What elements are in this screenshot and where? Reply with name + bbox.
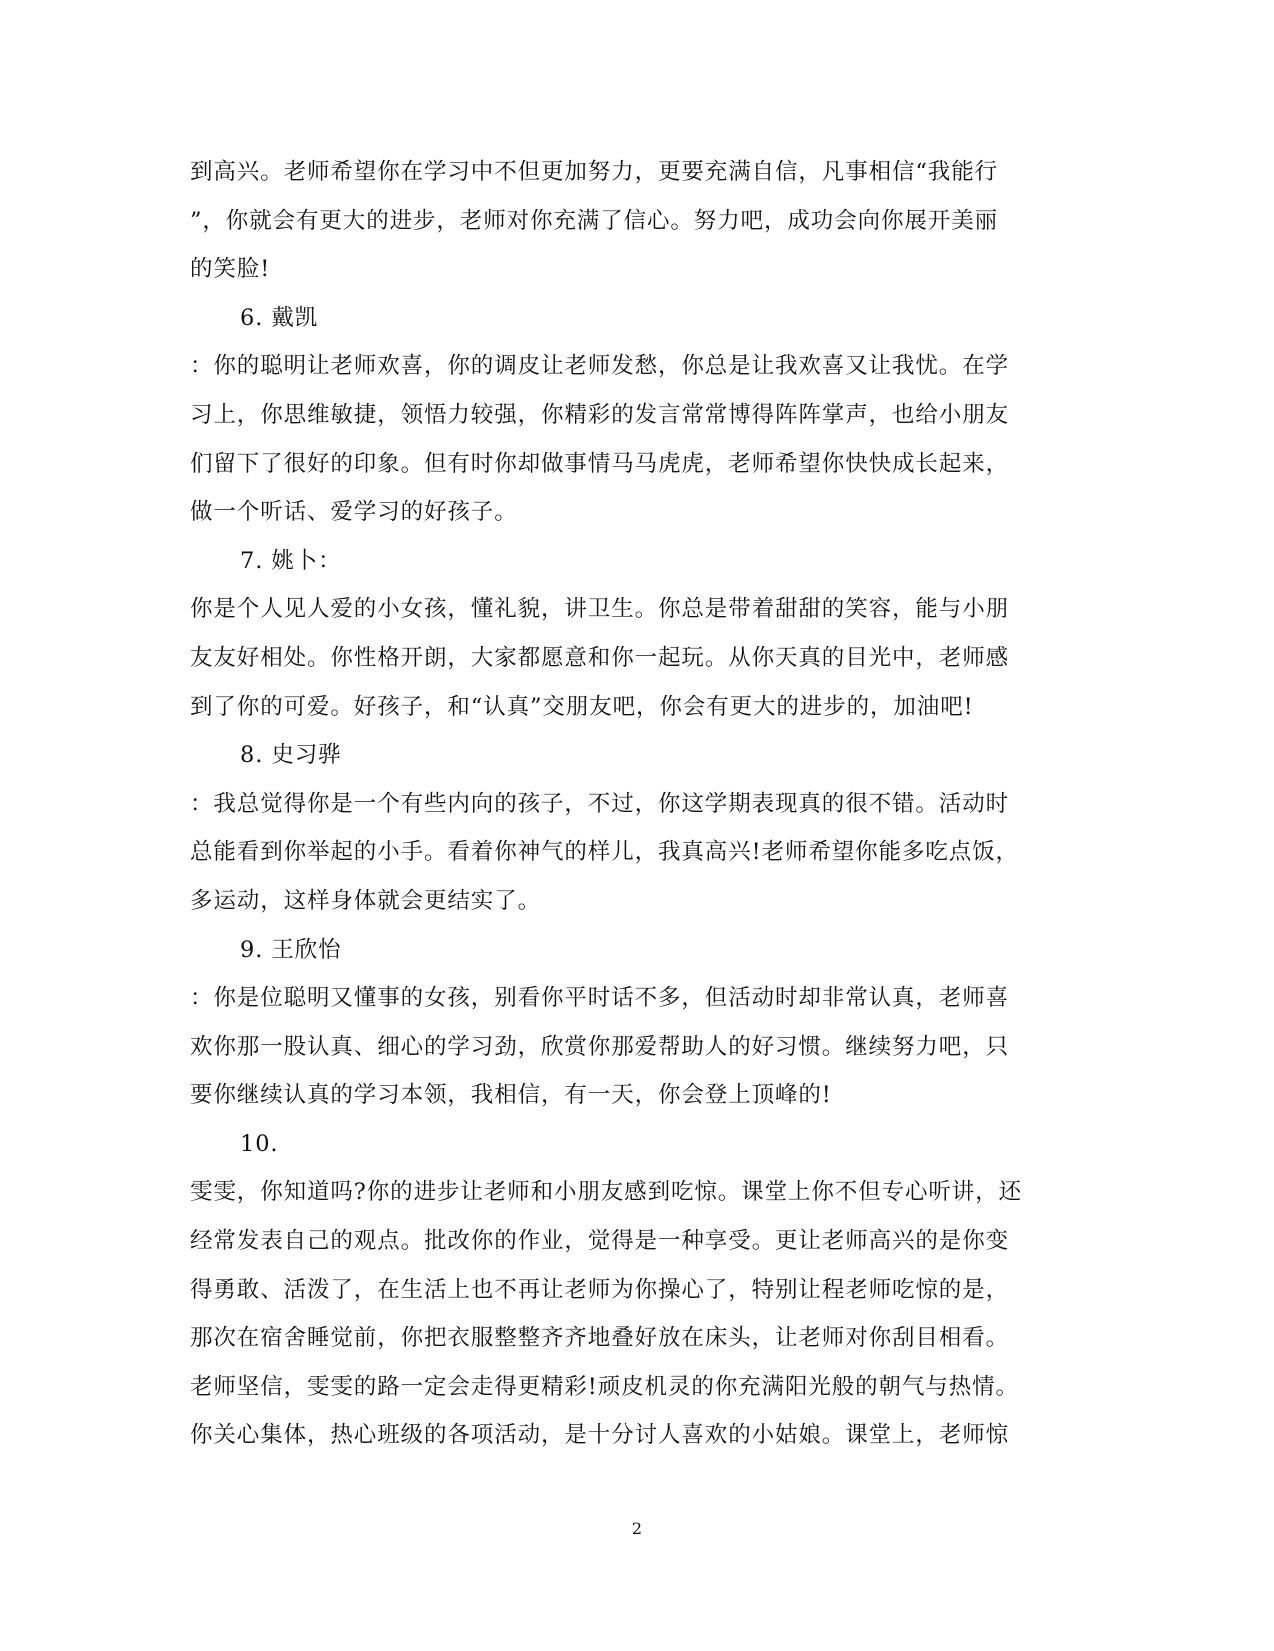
page-number: 2 — [631, 1519, 643, 1538]
body-text-line: 友友好相处。你性格开朗，大家都愿意和你一起玩。从你天真的目光中，老师感 — [190, 644, 1010, 671]
body-text-line: 你关心集体，热心班级的各项活动，是十分讨人喜欢的小姑娘。课堂上，老师惊 — [190, 1422, 1010, 1449]
body-text-line: ：你是位聪明又懂事的女孩，别看你平时话不多，但活动时却非常认真，老师喜 — [190, 985, 1010, 1012]
body-text-line: 得勇敢、活泼了，在生活上也不再让老师为你操心了，特别让程老师吃惊的是， — [190, 1276, 1010, 1303]
body-text-line: ：我总觉得你是一个有些内向的孩子，不过，你这学期表现真的很不错。活动时 — [190, 790, 1010, 817]
item-heading: 10. — [240, 1130, 279, 1157]
body-text-line: 雯雯，你知道吗?你的进步让老师和小朋友感到吃惊。课堂上你不但专心听讲，还 — [190, 1179, 1022, 1206]
body-text-line: 到高兴。老师希望你在学习中不但更加努力，更要充满自信，凡事相信“我能行 — [190, 159, 999, 185]
body-text-line: 到了你的可爱。好孩子，和“认真”交朋友吧，你会有更大的进步的，加油吧! — [190, 693, 974, 720]
body-text-line: ：你的聪明让老师欢喜，你的调皮让老师发愁，你总是让我欢喜又让我忧。在学 — [190, 353, 1010, 380]
document-body — [190, 148, 1080, 1460]
body-text-line: 经常发表自己的观点。批改你的作业，觉得是一种享受。更让老师高兴的是你变 — [190, 1228, 1010, 1255]
body-text-line: 们留下了很好的印象。但有时你却做事情马马虎虎，老师希望你快快成长起来， — [190, 450, 1010, 477]
body-text-line: 你是个人见人爱的小女孩，懂礼貌，讲卫生。你总是带着甜甜的笑容，能与小朋 — [190, 596, 1010, 623]
body-text-line: 做一个听话、爱学习的好孩子。 — [190, 499, 518, 526]
body-text-line: 要你继续认真的学习本领，我相信，有一天，你会登上顶峰的! — [190, 1082, 832, 1109]
item-heading: 8. 史习骅 — [240, 742, 342, 769]
body-text-line: 习上，你思维敏捷，领悟力较强，你精彩的发言常常博得阵阵掌声，也给小朋友 — [190, 401, 1010, 428]
body-text-line: ”，你就会有更大的进步，老师对你充满了信心。努力吧，成功会向你展开美丽 — [190, 207, 999, 234]
body-text-line: 欢你那一股认真、细心的学习劲，欣赏你那爱帮助人的好习惯。继续努力吧，只 — [190, 1033, 1010, 1060]
body-text-line: 多运动，这样身体就会更结实了。 — [190, 887, 542, 914]
body-text-line: 老师坚信，雯雯的路一定会走得更精彩!顽皮机灵的你充满阳光般的朝气与热情。 — [190, 1373, 1019, 1400]
item-heading: 9. 王欣怡 — [240, 936, 342, 963]
body-text-line: 的笑脸! — [190, 256, 271, 283]
body-text-line: 总能看到你举起的小手。看着你神气的样儿，我真高兴!老师希望你能多吃点饭， — [190, 839, 1019, 866]
item-heading: 7. 姚卜： — [240, 547, 342, 574]
body-text-line: 那次在宿舍睡觉前，你把衣服整整齐齐地叠好放在床头，让老师对你刮目相看。 — [190, 1325, 1010, 1352]
item-heading: 6. 戴凯 — [240, 304, 319, 331]
